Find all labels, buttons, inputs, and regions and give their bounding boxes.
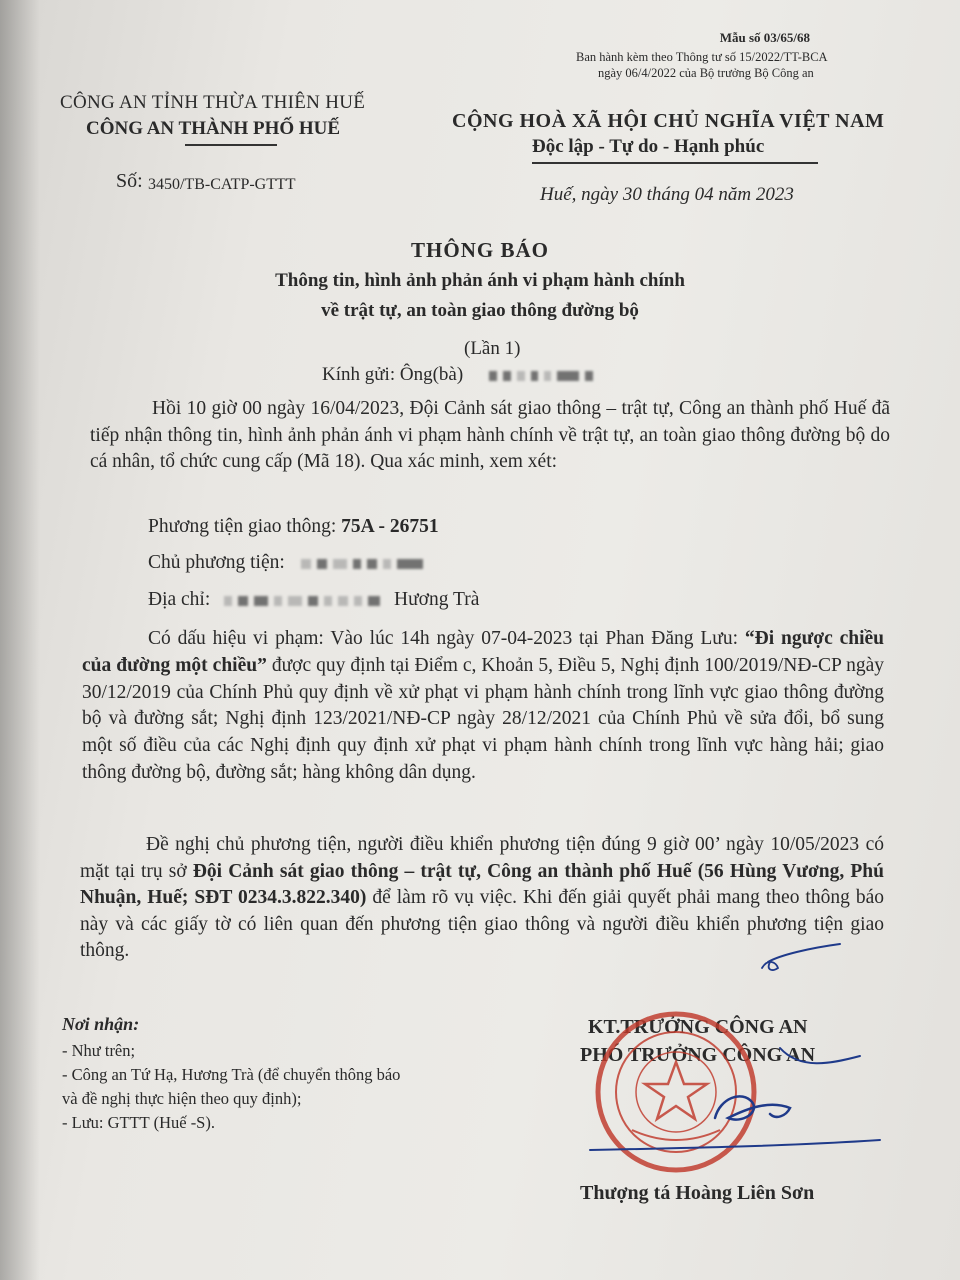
recipients-title: Nơi nhận: [62, 1014, 140, 1034]
document-subtitle-2: về trật tự, an toàn giao thông đường bộ [321, 300, 639, 321]
violation-legal-basis: được quy định tại Điểm c, Khoản 5, Điều 5, Nghị định 100/2019/NĐ-CP ngày 30/12/2019 của Chính Phủ quy định về xử phạt vi phạm hành chính trong lĩnh vực giao thông đường bộ và đường sắt; Nghị định 123/2021/NĐ-CP ngày 28/12/2021 của Chính Phủ về sửa đổi, bổ sung một số điều của các Nghị định quy định xử phạt vi phạm hành chính trong lĩnh vực hàng hải; giao thông đường bộ, đường sắt; hàng không dân dụng. [82, 654, 884, 783]
signature-title-1: KT.TRƯỞNG CÔNG AN [588, 1016, 808, 1038]
republic-name: CỘNG HOÀ XÃ HỘI CHỦ NGHĨA VIỆT NAM [452, 110, 885, 132]
request-office: Đội Cảnh sát giao thông – trật tự, Công an thành phố Huế (56 Hùng Vương, Phú Nhuận, Huế; SĐT 0234.3.822.340) [80, 860, 884, 908]
handwritten-signature-icon [590, 944, 880, 1150]
recipients-line-4: - Lưu: GTTT (Huế -S). [62, 1113, 215, 1132]
document-subtitle-1: Thông tin, hình ảnh phản ánh vi phạm hành chính [275, 270, 685, 291]
document-title: THÔNG BÁO [411, 238, 549, 262]
recipients-line-1: - Như trên; [62, 1041, 136, 1060]
doc-number: 3450/TB-CATP-GTTT [148, 176, 296, 193]
form-note-line2: ngày 06/4/2022 của Bộ trưởng Bộ Công an [598, 66, 814, 80]
violation-intro: Có dấu hiệu vi phạm: Vào lúc 14h ngày 07-04-2023 tại Phan Đăng Lưu: [148, 628, 739, 649]
national-motto: Độc lập - Tự do - Hạnh phúc [532, 136, 765, 157]
signature-title-2: PHÓ TRƯỞNG CÔNG AN [580, 1044, 816, 1066]
address-district: Hương Trà [394, 589, 480, 610]
signer-name: Thượng tá Hoàng Liên Sơn [580, 1182, 815, 1204]
agency-parent: CÔNG AN TỈNH THỪA THIÊN HUẾ [60, 92, 366, 113]
issue-number: (Lần 1) [464, 338, 521, 359]
place-date: Huế, ngày 30 tháng 04 năm 2023 [540, 184, 794, 205]
paragraph-intake: Hồi 10 giờ 00 ngày 16/04/2023, Đội Cảnh sát giao thông – trật tự, Công an thành phố Huế đã tiếp nhận thông tin, hình ảnh phản ánh vi phạm hành chính về trật tự, an toàn giao thông đường bộ do cá nhân, tổ chức cung cấp (Mã 18). Qua xác minh, xem xét: [90, 398, 890, 472]
agency-name: CÔNG AN THÀNH PHỐ HUẾ [86, 118, 341, 139]
address-label: Địa chỉ: [148, 589, 211, 610]
recipients-line-3: và đề nghị thực hiện theo quy định); [62, 1089, 302, 1108]
violation-type: “Đi ngược chiều của đường một chiều” [82, 628, 885, 676]
request-rest: để làm rõ vụ việc. Khi đến giải quyết phải mang theo thông báo này và các giấy tờ có liên quan đến phương tiện giao thông và người điều khiển phương tiện giao thông. [80, 887, 884, 961]
recipient-label: Kính gửi: Ông(bà) [322, 364, 464, 385]
form-note-line1: Ban hành kèm theo Thông tư số 15/2022/TT-BCA [576, 50, 828, 64]
request-intro: Đề nghị chủ phương tiện, người điều khiển phương tiện đúng 9 giờ 00’ ngày 10/05/2023 có mặt tại trụ sở [80, 834, 884, 882]
vehicle-plate: 75A - 26751 [341, 516, 439, 537]
form-code: Mẫu số 03/65/68 [719, 30, 810, 45]
owner-label: Chủ phương tiện: [148, 552, 285, 573]
doc-number-label: Số: [116, 170, 143, 192]
vehicle-label: Phương tiện giao thông: [148, 516, 337, 537]
recipients-line-2: - Công an Tứ Hạ, Hương Trà (để chuyển thông báo [62, 1065, 401, 1084]
